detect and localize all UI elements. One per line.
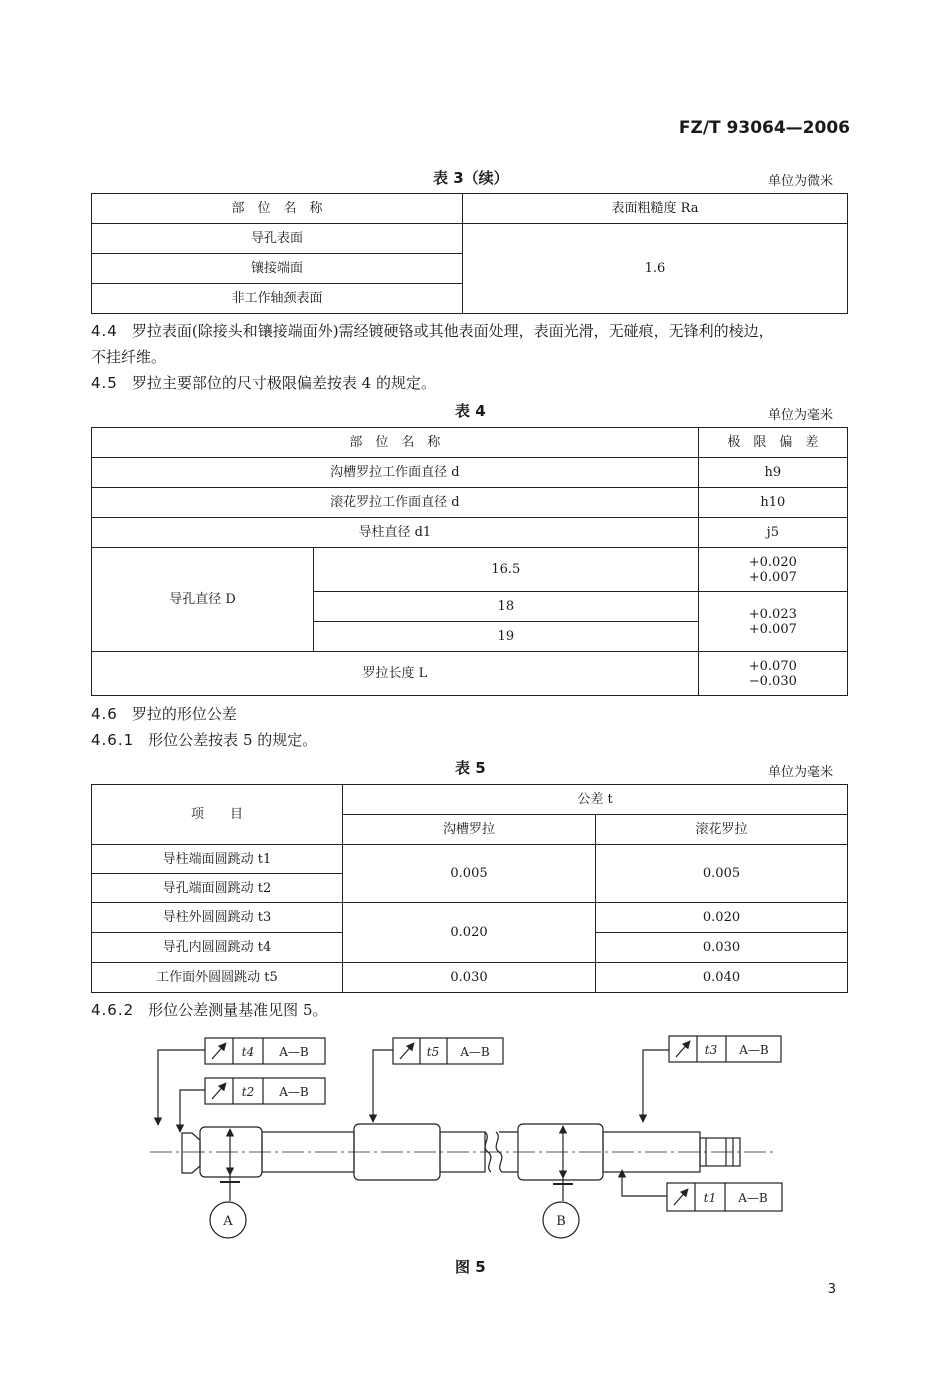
table5-row-t2: 导孔端面圆跳动 t2 xyxy=(92,874,343,903)
figure5-drawing xyxy=(0,1030,950,1250)
table5-unit: 单位为毫米 xyxy=(767,765,833,780)
clause-4-6-2 xyxy=(91,997,861,1023)
table3-row-guide-hole: 导孔表面 xyxy=(92,224,463,254)
frame-t4-datum: A—B xyxy=(279,1045,309,1059)
clause-text: 形位公差按表 5 的规定。 xyxy=(148,731,318,749)
table5-header-knurl: 滚花罗拉 xyxy=(596,815,848,845)
table4-row-knurl-diameter: 滚花罗拉工作面直径 d xyxy=(92,488,699,518)
table5-row-t1: 导柱端面圆跳动 t1 xyxy=(92,845,343,874)
table5-value-t12-groove: 0.005 xyxy=(343,845,596,903)
table3-row-journal: 非工作轴颈表面 xyxy=(92,284,463,314)
table5-value-t4-knurl: 0.030 xyxy=(596,933,848,963)
lower-deviation: +0.007 xyxy=(748,569,797,585)
table5-header-groove: 沟槽罗拉 xyxy=(343,815,596,845)
table5-header-tolerance: 公差 t xyxy=(343,785,848,815)
table3-header-part: 部 位 名 称 xyxy=(92,194,463,224)
table5-value-t5-knurl: 0.040 xyxy=(596,963,848,993)
frame-t2-datum: A—B xyxy=(279,1085,309,1099)
frame-t5-datum: A—B xyxy=(460,1045,490,1059)
table5 xyxy=(91,784,848,993)
leader-t4 xyxy=(158,1050,205,1125)
leader-t2 xyxy=(180,1090,205,1132)
table4-sub-18: 18 xyxy=(314,592,699,622)
clause-number: 4.6.1 xyxy=(91,731,135,749)
frame-t2-symbol: t2 xyxy=(241,1085,255,1099)
clause-4-6-1 xyxy=(91,727,861,753)
table4-row-guide-hole: 导孔直径 D xyxy=(92,548,314,652)
table4-value-16-5 xyxy=(698,548,847,592)
datum-a-label: A xyxy=(223,1214,233,1229)
clause-number: 4.6.2 xyxy=(91,1001,135,1019)
clause-number: 4.6 xyxy=(91,705,118,723)
frame-t4-symbol: t4 xyxy=(241,1045,255,1059)
frame-t2 xyxy=(205,1078,325,1104)
table5-row-t5: 工作面外圆圆跳动 t5 xyxy=(92,963,343,993)
table4-value-18-19 xyxy=(698,592,847,652)
clause-text: 罗拉表面(除接头和镶接端面外)需经镀硬铬或其他表面处理，表面光滑，无碰痕，无锋利的棱边， xyxy=(131,322,774,340)
table4-value-j5: j5 xyxy=(698,518,847,548)
table3 xyxy=(91,193,848,314)
table4-header-part: 部 位 名 称 xyxy=(92,428,699,458)
table3-header-roughness: 表面粗糙度 Ra xyxy=(463,194,848,224)
clause-number: 4.4 xyxy=(91,322,118,340)
table5-value-t5-groove: 0.030 xyxy=(343,963,596,993)
table4-value-h9: h9 xyxy=(698,458,847,488)
frame-t1 xyxy=(667,1183,782,1211)
table4-row-guide-post: 导柱直径 d1 xyxy=(92,518,699,548)
clause-4-5 xyxy=(91,370,861,396)
leader-t3 xyxy=(643,1050,669,1122)
table4-row-groove-diameter: 沟槽罗拉工作面直径 d xyxy=(92,458,699,488)
table4-header-deviation: 极 限 偏 差 xyxy=(698,428,847,458)
table5-header-item: 项 目 xyxy=(92,785,343,845)
clause-4-6 xyxy=(91,701,861,727)
frame-t5 xyxy=(393,1038,503,1064)
table3-caption: 表 3（续） xyxy=(433,169,509,187)
lower-deviation: +0.007 xyxy=(748,621,797,637)
table4-value-length xyxy=(698,652,847,696)
table5-row-t4: 导孔内圆圆跳动 t4 xyxy=(92,933,343,963)
table4-unit: 单位为毫米 xyxy=(767,408,833,423)
table4 xyxy=(91,427,848,696)
upper-deviation: +0.023 xyxy=(748,606,797,622)
table4-sub-19: 19 xyxy=(314,622,699,652)
leader-t5 xyxy=(373,1050,393,1122)
figure5-caption: 图 5 xyxy=(455,1258,486,1276)
table4-sub-16-5: 16.5 xyxy=(314,548,699,592)
clause-4-4 xyxy=(91,318,861,370)
table3-unit: 单位为微米 xyxy=(767,174,833,189)
table5-row-t3: 导柱外圆圆跳动 t3 xyxy=(92,903,343,933)
datum-b-label: B xyxy=(556,1214,566,1229)
table5-value-t34-groove: 0.020 xyxy=(343,903,596,963)
table5-caption: 表 5 xyxy=(455,759,486,777)
frame-t3 xyxy=(669,1036,781,1062)
frame-t4 xyxy=(205,1038,325,1064)
table5-value-t3-knurl: 0.020 xyxy=(596,903,848,933)
standard-number: FZ/T 93064—2006 xyxy=(678,118,850,138)
frame-t1-symbol: t1 xyxy=(703,1191,717,1205)
clause-number: 4.5 xyxy=(91,374,118,392)
clause-text: 罗拉的形位公差 xyxy=(131,705,237,723)
clause-text: 罗拉主要部位的尺寸极限偏差按表 4 的规定。 xyxy=(131,374,436,392)
table4-row-length: 罗拉长度 L xyxy=(92,652,699,696)
frame-t5-symbol: t5 xyxy=(426,1045,440,1059)
upper-deviation: +0.020 xyxy=(748,554,797,570)
table5-value-t12-knurl: 0.005 xyxy=(596,845,848,903)
upper-deviation: +0.070 xyxy=(748,658,797,674)
leader-t1 xyxy=(622,1170,667,1196)
frame-t1-datum: A—B xyxy=(738,1191,768,1205)
table3-row-insert-end: 镶接端面 xyxy=(92,254,463,284)
frame-t3-symbol: t3 xyxy=(704,1043,718,1057)
shaft-left-end xyxy=(182,1133,200,1173)
table4-caption: 表 4 xyxy=(455,402,486,420)
lower-deviation: −0.030 xyxy=(748,673,797,689)
table4-value-h10: h10 xyxy=(698,488,847,518)
frame-t3-datum: A—B xyxy=(739,1043,769,1057)
table3-roughness-value: 1.6 xyxy=(463,224,848,314)
page-number: 3 xyxy=(827,1282,836,1297)
clause-text-continued: 不挂纤维。 xyxy=(91,348,167,366)
clause-text: 形位公差测量基准见图 5。 xyxy=(148,1001,328,1019)
